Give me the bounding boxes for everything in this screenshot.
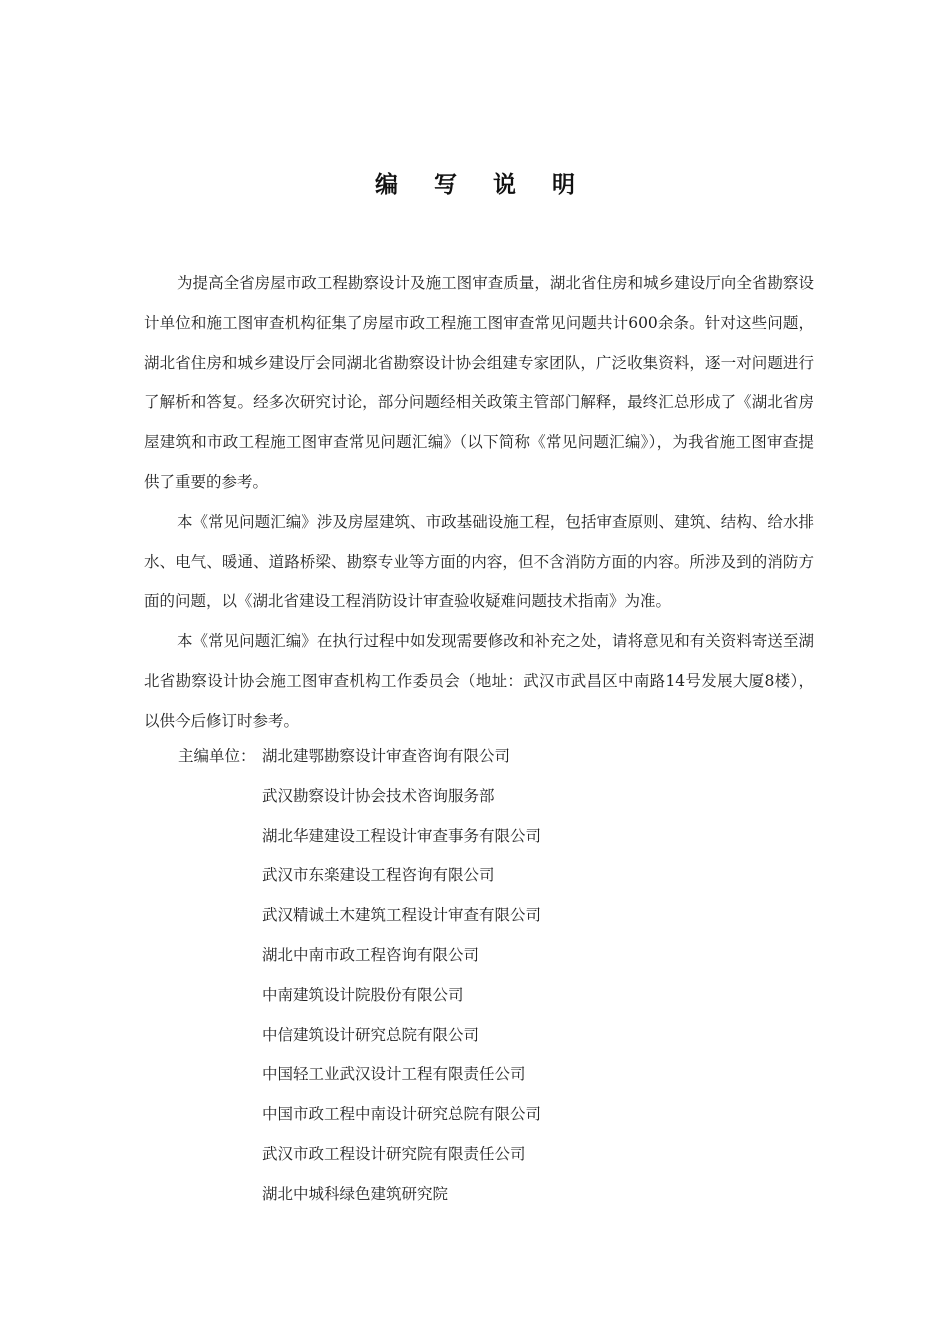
editor-unit: 武汉市政工程设计研究院有限责任公司 (262, 1144, 526, 1163)
page-title: 编 写 说 明 (374, 172, 590, 198)
editor-unit: 武汉精诚土木建筑工程设计审查有限公司 (262, 906, 542, 925)
list-item (178, 817, 778, 857)
editor-unit: 武汉市东楽建设工程咨询有限公司 (262, 866, 495, 885)
editor-unit: 中国市政工程中南设计研究总院有限公司 (262, 1105, 542, 1124)
editor-unit: 湖北中城科绿色建筑研究院 (262, 1184, 449, 1203)
paragraph-feedback: 本《常见问题汇编》在执行过程中如发现需要修改和补充之处，请将意见和有关资料寄送至湖北省勘察设计协会施工图审查机构工作委员会（地址：武汉市武昌区中南路14号发展大厦8楼），以供今后修订时参考。 (144, 632, 814, 730)
list-item (178, 936, 778, 976)
list-item (178, 1175, 778, 1215)
list-item (178, 976, 778, 1016)
editor-unit: 中南建筑设计院股份有限公司 (262, 985, 464, 1004)
editor-unit: 湖北华建建设工程设计审查事务有限公司 (262, 826, 542, 845)
paragraph-purpose: 为提高全省房屋市政工程勘察设计及施工图审查质量，湖北省住房和城乡建设厅向全省勘察设计单位和施工图审查机构征集了房屋市政工程施工图审查常见问题共计600余条。针对这些问题，湖北省住房和城乡建设厅会同湖北省勘察设计协会组建专家团队，广泛收集资料，逐一对问题进行了解析和答复。经多次研究讨论，部分问题经相关政策主管部门解释，最终汇总形成了《湖北省房屋建筑和市政工程施工图审查常见问题汇编》（以下简称《常见问题汇编》），为我省施工图审查提供了重要的参考。 (144, 274, 814, 491)
list-item (178, 1095, 778, 1135)
list-item (178, 1016, 778, 1056)
list-item (178, 777, 778, 817)
intro-body (144, 264, 814, 742)
editors-label: 主编单位： (178, 747, 256, 765)
editor-unit: 湖北建鄂勘察设计审查咨询有限公司 (262, 747, 511, 765)
list-item (178, 896, 778, 936)
editor-unit: 武汉勘察设计协会技术咨询服务部 (262, 786, 495, 805)
editor-unit: 湖北中南市政工程咨询有限公司 (262, 945, 480, 964)
paragraph-scope: 本《常见问题汇编》涉及房屋建筑、市政基础设施工程，包括审查原则、建筑、结构、给水排水、电气、暖通、道路桥梁、勘察专业等方面的内容，但不含消防方面的内容。所涉及到的消防方面的问题，以《湖北省建设工程消防设计审查验收疑难问题技术指南》为准。 (144, 512, 814, 611)
editor-units-list (178, 737, 778, 1215)
list-item (178, 1135, 778, 1175)
list-item (178, 1055, 778, 1095)
editor-unit: 中信建筑设计研究总院有限公司 (262, 1025, 480, 1044)
list-item (178, 856, 778, 896)
editor-unit: 中国轻工业武汉设计工程有限责任公司 (262, 1065, 526, 1084)
list-item (178, 737, 778, 777)
